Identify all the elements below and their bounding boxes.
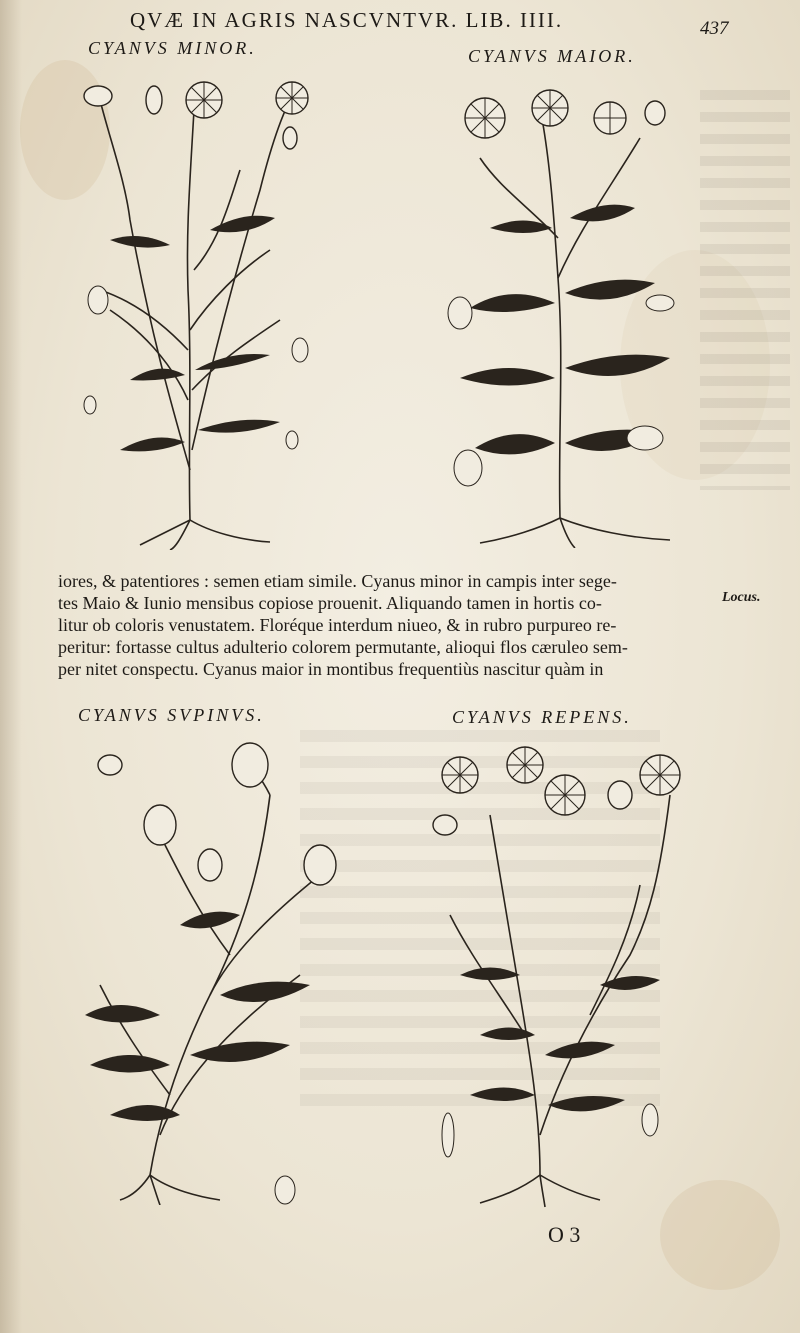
- woodcut-cyanus-maior: [440, 78, 690, 548]
- margin-note: Locus.: [722, 590, 761, 605]
- gutter-shadow: [0, 0, 22, 1333]
- page-number: 437: [700, 18, 729, 39]
- woodcut-cyanus-repens: [430, 735, 690, 1210]
- woodcut-cyanus-minor: [70, 70, 330, 550]
- showthrough-lines: [700, 90, 790, 490]
- text-line: tes Maio & Iunio mensibus copiose prouenit. Aliquando tamen in hortis co-: [58, 593, 602, 613]
- woodcut-cyanus-supinus: [70, 735, 350, 1205]
- caption-cyanus-maior: CYANVS MAIOR.: [468, 46, 636, 66]
- caption-cyanus-repens: CYANVS REPENS.: [452, 707, 632, 727]
- text-line: per nitet conspectu. Cyanus maior in montibus frequentiùs nascitur quàm in: [58, 659, 604, 679]
- caption-cyanus-minor: CYANVS MINOR.: [88, 38, 257, 58]
- signature-mark: O 3: [548, 1222, 581, 1247]
- text-line: peritur: fortasse cultus adulterio colorem permutante, alioqui flos cæruleo sem-: [58, 637, 628, 657]
- running-head: QVÆ IN AGRIS NASCVNTVR. LIB. IIII.: [130, 8, 564, 32]
- caption-cyanus-supinus: CYANVS SVPINVS.: [78, 705, 265, 725]
- body-text: [58, 570, 708, 680]
- text-line: litur ob coloris venustatem. Floréque interdum niueo, & in rubro purpureo re-: [58, 615, 617, 635]
- text-line: iores, & patentiores : semen etiam simile. Cyanus minor in campis inter sege-: [58, 571, 617, 591]
